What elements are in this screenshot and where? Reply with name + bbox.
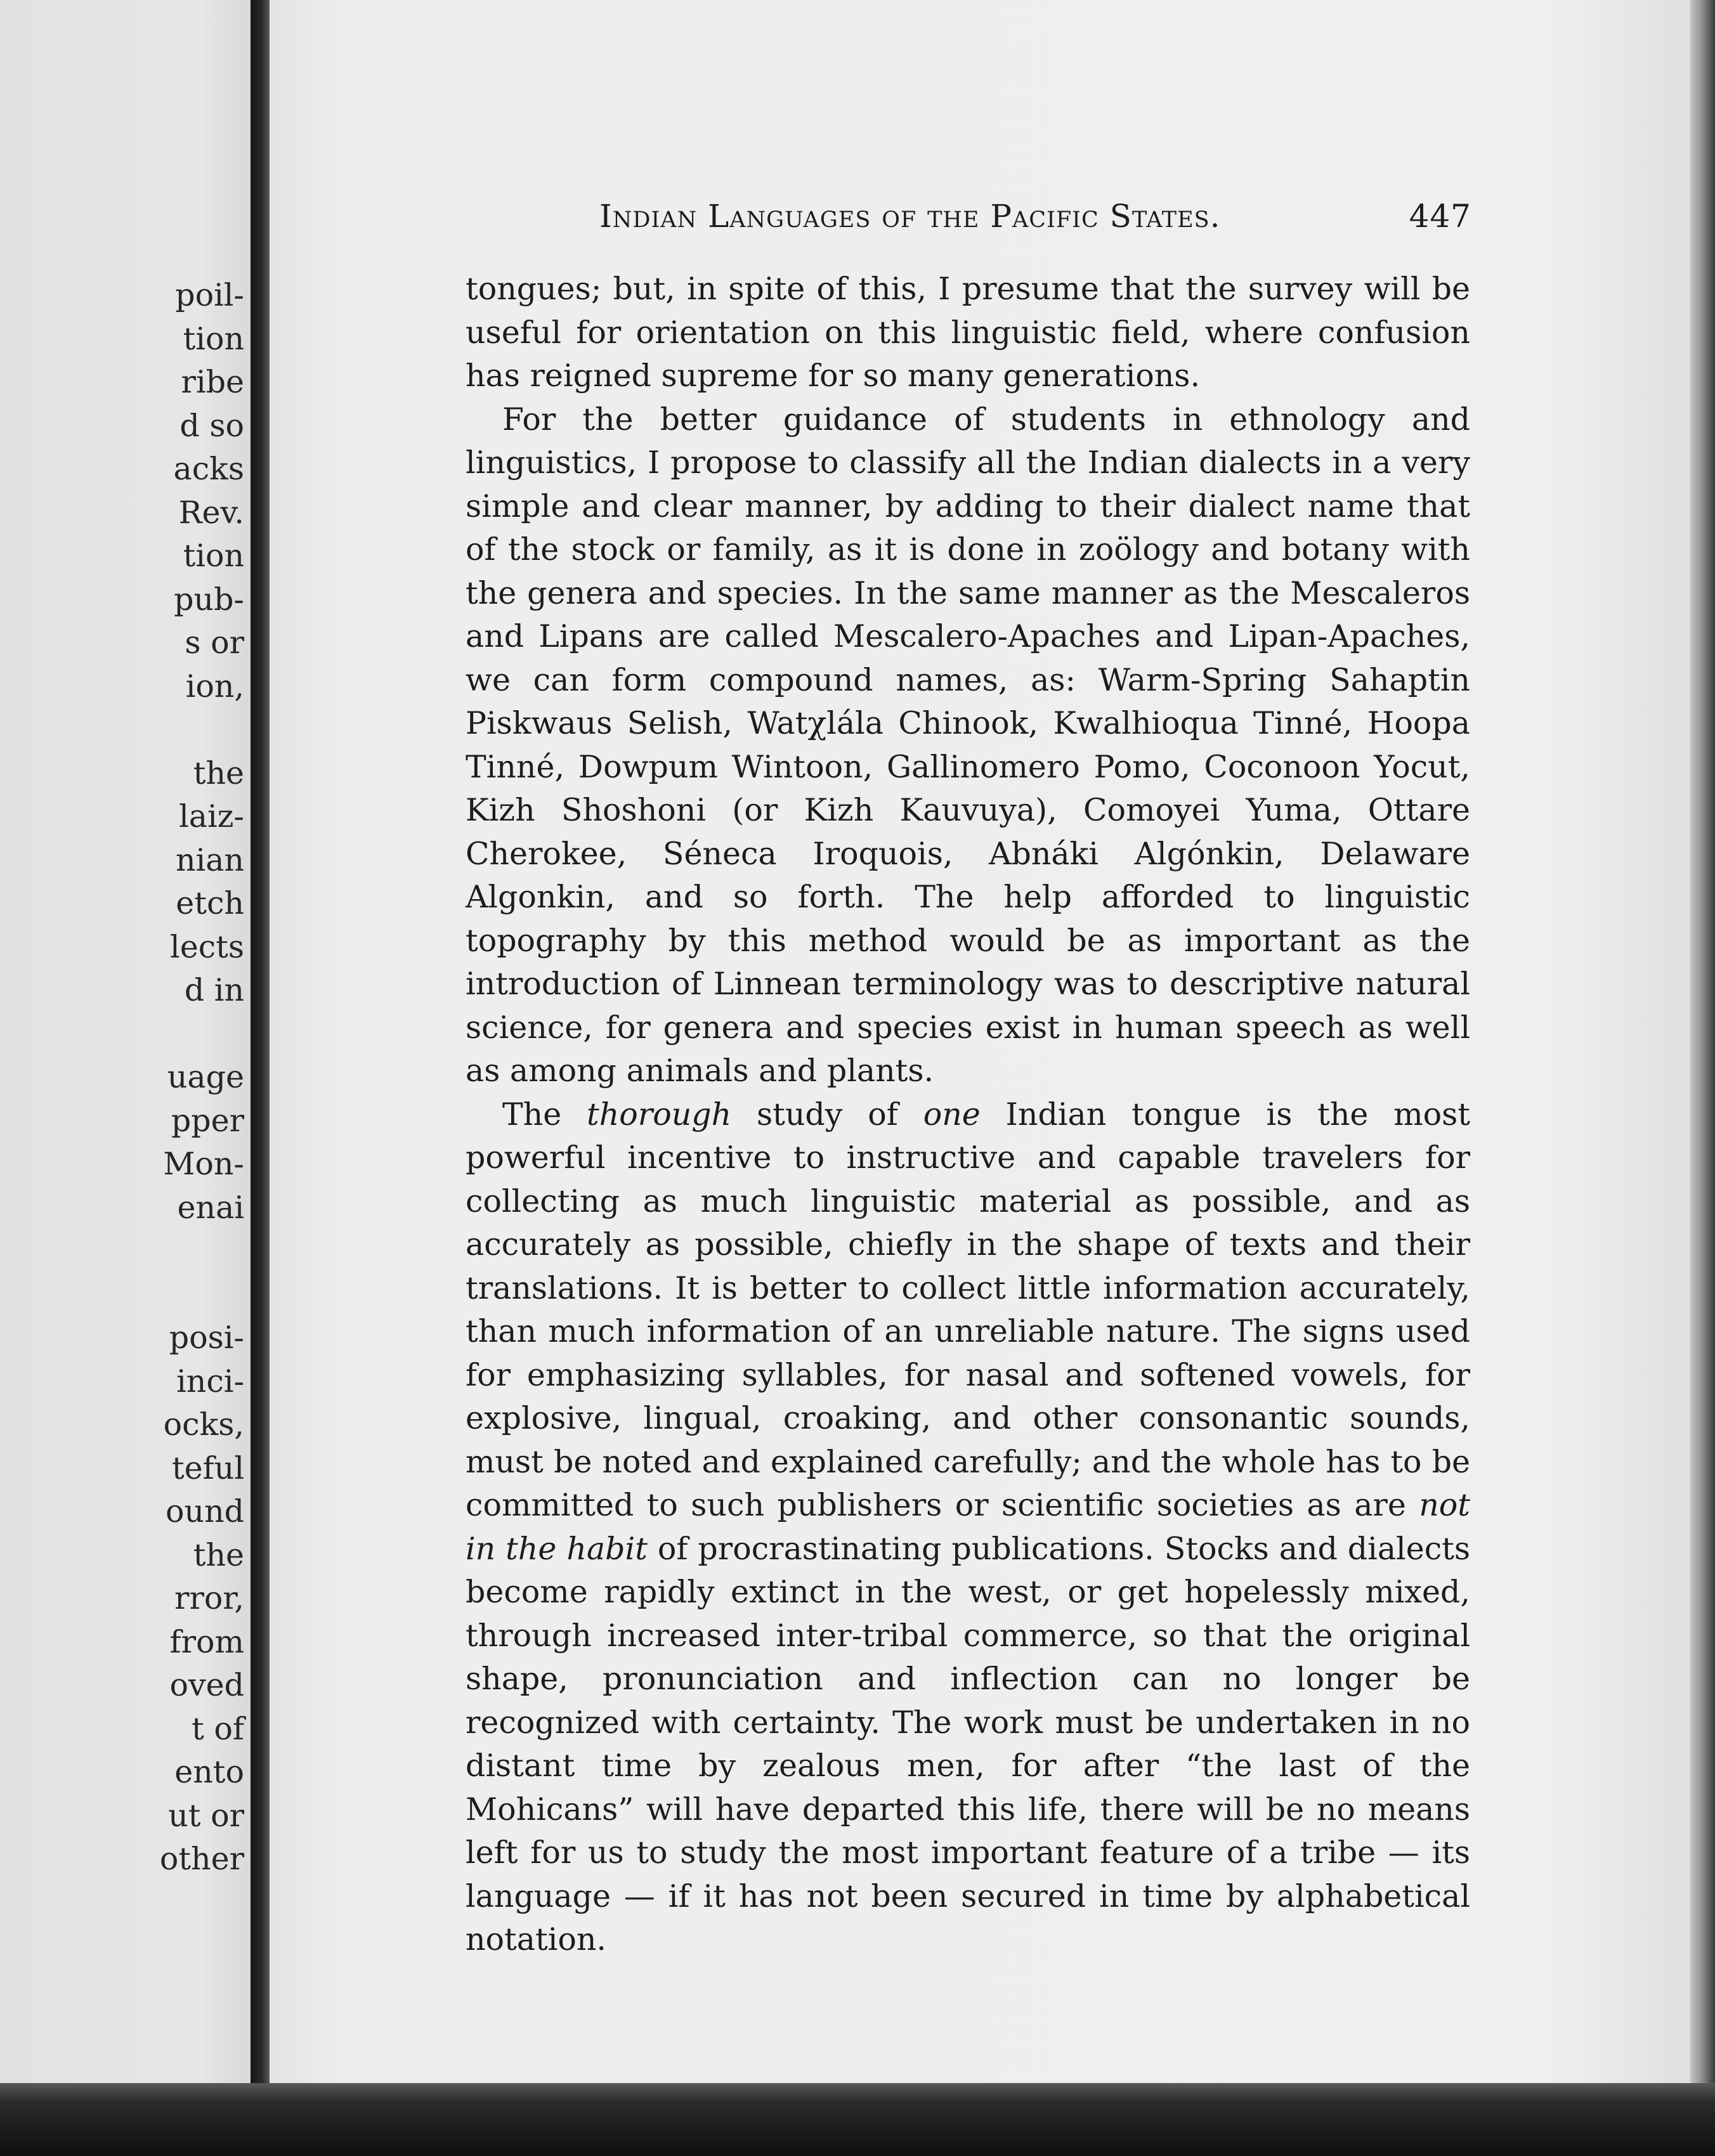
previous-page-line-fragments	[16, 274, 244, 1881]
fragment: uage	[167, 1059, 244, 1095]
paragraph	[466, 1093, 1470, 1962]
fragment: tion	[183, 538, 244, 574]
fragment: lects	[170, 928, 244, 965]
fragment: teful	[171, 1450, 244, 1486]
fragment: ut or	[168, 1797, 244, 1834]
fragment: other	[159, 1841, 244, 1877]
fragment-gap	[16, 1230, 244, 1273]
text-run: The	[502, 1096, 587, 1133]
fragment: tion	[183, 320, 244, 357]
paragraph: tongues; but, in spite of this, I presume that the survey will be useful for orientation on this linguistic field, where confusion has reigned supreme for so many generations.	[466, 271, 1470, 394]
body-text	[466, 268, 1470, 1962]
previous-page-margin	[0, 0, 251, 2156]
fragment: d so	[179, 407, 244, 444]
fragment-gap	[16, 1013, 244, 1056]
fragment: acks	[173, 451, 244, 487]
fragment: the	[193, 755, 244, 791]
fragment: inci-	[176, 1363, 244, 1399]
scan-bottom-edge	[0, 2083, 1715, 2156]
running-title: Indian Languages of the Pacific States.	[599, 198, 1221, 235]
fragment: oved	[169, 1667, 244, 1703]
text-run: Indian tongue is the most powerful incentive to instructive and capable travelers for collecting as much linguistic material as possible, and as accurately as possible, chiefly in the shape of texts and their translations. It is better to collect little information accurately, than much information of an unreliable nature. The signs used for emphasizing syllables, for nasal and softened vowels, for explosive, lingual, croaking, and other consonantic sounds, must be noted and explained carefully; and the whole has to be committed to such publishers or scientific societies as are	[466, 1096, 1471, 1523]
text-run: of procrastinating publications. Stocks and dialects become rapidly extinct in the west, or get hopelessly mixed, through increased inter-tribal commerce, so that the original shape, pronunciation and inflection can no longer be recognized with certainty. The work must be undertaken in no distant time by zealous men, for after “the last of the Mohicans” will have departed this life, there will be no means left for us to study the most important feature of a tribe — its language — if it has not been secured in time by alphabetical notation.	[466, 1530, 1470, 1958]
fragment: s or	[185, 625, 244, 661]
fragment: Mon-	[163, 1146, 244, 1182]
running-header	[599, 198, 1471, 242]
page-edge-shadow	[1690, 0, 1715, 2156]
fragment: poil-	[175, 277, 244, 313]
fragment: pub-	[174, 581, 244, 618]
fragment: etch	[176, 885, 244, 921]
fragment: rror,	[174, 1580, 244, 1616]
fragment: the	[193, 1536, 244, 1573]
fragment: from	[169, 1623, 244, 1660]
emphasis: one	[923, 1096, 981, 1133]
fragment: pper	[171, 1102, 244, 1139]
emphasis: not in the habit	[466, 1487, 1470, 1567]
emphasis: thorough	[587, 1096, 732, 1133]
fragment: ocks,	[163, 1406, 244, 1443]
fragment: enai	[177, 1189, 244, 1226]
book-gutter	[251, 0, 270, 2083]
fragment: ound	[166, 1493, 244, 1529]
fragment: laiz-	[179, 798, 244, 834]
fragment-gap	[16, 1273, 244, 1317]
paragraph: For the better guidance of students in ethnology and linguistics, I propose to classify all the Indian dialects in a very simple and clear manner, by adding to their dialect name that of the stock or family, as it is done in zoölogy and botany with the genera and species. In the same manner as the Mescaleros and Lipans are called Mescalero-Apaches and Lipan-Apaches, we can form compound names, as: Warm-Spring Sahaptin Piskwaus Selish, Watχlála Chinook, Kwalhioqua Tinné, Hoopa Tinné, Dowpum Wintoon, Gallinomero Pomo, Coconoon Yocut, Kizh Shoshoni (or Kizh Kauvuya), Comoyei Yuma, Ottare Cherokee, Séneca Iroquois, Abnáki Algónkin, Delaware Algonkin, and so forth. The help afforded to linguistic topography by this method would be as important as the introduction of Linnean terminology was to descriptive natural science, for genera and species exist in human speech as well as among animals and plants.	[466, 401, 1470, 1089]
fragment: d in	[184, 972, 244, 1008]
fragment-gap	[16, 708, 244, 752]
fragment: ion,	[185, 668, 244, 705]
fragment: nian	[175, 841, 244, 878]
fragment: posi-	[169, 1320, 244, 1356]
page-number: 447	[1409, 198, 1471, 235]
fragment: ento	[174, 1754, 244, 1790]
fragment: ribe	[181, 364, 244, 400]
fragment: Rev.	[178, 494, 244, 531]
text-run: study of	[731, 1096, 923, 1133]
fragment: t of	[192, 1710, 244, 1747]
